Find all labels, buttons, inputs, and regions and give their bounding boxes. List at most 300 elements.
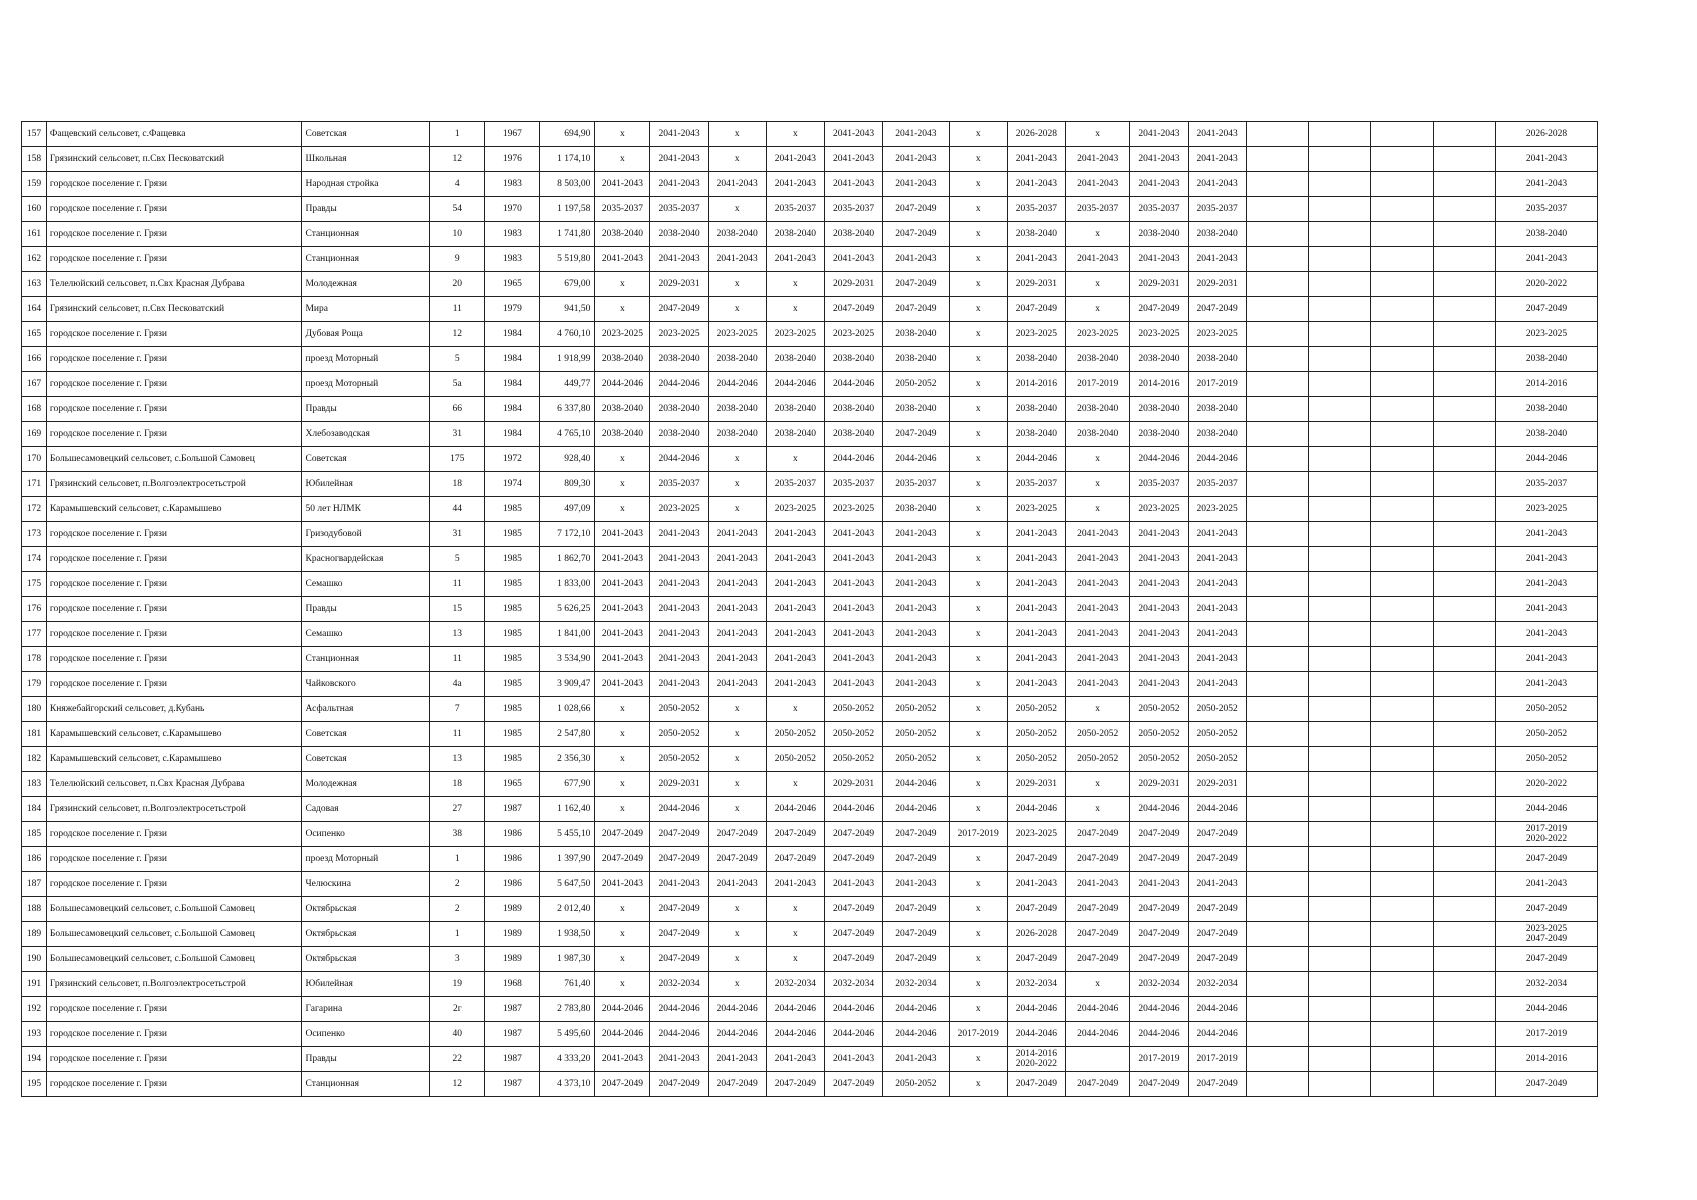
cell-period-col-3: 2041-2043 (708, 522, 766, 547)
cell-period-col-6: 2038-2040 (883, 497, 949, 522)
cell-period-col-1: 2041-2043 (595, 597, 650, 622)
cell-period-col-11: 2047-2049 (1188, 1072, 1246, 1097)
cell-period-col-1: 2041-2043 (595, 622, 650, 647)
table-row (22, 447, 1598, 472)
cell-empty-col-2 (1309, 747, 1371, 772)
cell-house-number: 3 (430, 947, 485, 972)
cell-build-year: 1987 (485, 997, 540, 1022)
cell-period-col-7: x (949, 172, 1007, 197)
cell-period-col-9: x (1065, 122, 1129, 147)
cell-period-col-5: 2041-2043 (824, 647, 882, 672)
cell-period-col-11: 2047-2049 (1188, 847, 1246, 872)
cell-empty-col-4 (1433, 797, 1495, 822)
cell-period-col-9: x (1065, 772, 1129, 797)
cell-build-year: 1976 (485, 147, 540, 172)
cell-period-col-1: x (595, 147, 650, 172)
cell-final-period: 2041-2043 (1496, 672, 1598, 697)
cell-period-col-5: 2047-2049 (824, 822, 882, 847)
cell-area: 1 028,66 (540, 697, 595, 722)
cell-row-number: 190 (22, 947, 47, 972)
cell-final-period: 2044-2046 (1496, 447, 1598, 472)
cell-period-col-11: 2050-2052 (1188, 722, 1246, 747)
cell-build-year: 1984 (485, 347, 540, 372)
table-row (22, 322, 1598, 347)
cell-final-period: 2032-2034 (1496, 972, 1598, 997)
cell-street: Асфальтная (302, 697, 430, 722)
cell-row-number: 170 (22, 447, 47, 472)
cell-period-col-5: 2035-2037 (824, 472, 882, 497)
cell-period-col-6: 2041-2043 (883, 122, 949, 147)
cell-empty-col-4 (1433, 372, 1495, 397)
cell-period-col-5: 2041-2043 (824, 122, 882, 147)
cell-period-col-2: 2041-2043 (650, 122, 708, 147)
cell-street: Осипенко (302, 822, 430, 847)
cell-period-col-3: 2047-2049 (708, 822, 766, 847)
cell-empty-col-4 (1433, 172, 1495, 197)
cell-street: Советская (302, 722, 430, 747)
cell-empty-col-1 (1246, 622, 1308, 647)
cell-period-col-10: 2044-2046 (1130, 447, 1188, 472)
cell-street: 50 лет НЛМК (302, 497, 430, 522)
cell-build-year: 1985 (485, 647, 540, 672)
cell-period-col-4: 2041-2043 (766, 522, 824, 547)
cell-period-col-3: x (708, 947, 766, 972)
cell-street: Садовая (302, 797, 430, 822)
cell-street: Станционная (302, 222, 430, 247)
cell-period-col-11: 2044-2046 (1188, 1022, 1246, 1047)
cell-area: 1 397,90 (540, 847, 595, 872)
cell-period-col-2: 2041-2043 (650, 597, 708, 622)
cell-period-col-7: x (949, 597, 1007, 622)
cell-period-col-11: 2041-2043 (1188, 872, 1246, 897)
cell-period-col-11: 2017-2019 (1188, 1047, 1246, 1072)
cell-row-number: 184 (22, 797, 47, 822)
cell-period-col-6: 2047-2049 (883, 297, 949, 322)
cell-empty-col-3 (1371, 422, 1433, 447)
cell-period-col-9 (1065, 1047, 1129, 1072)
cell-period-col-11: 2041-2043 (1188, 122, 1246, 147)
table-row (22, 772, 1598, 797)
cell-empty-col-3 (1371, 672, 1433, 697)
table-row (22, 397, 1598, 422)
cell-municipality: городское поселение г. Грязи (46, 347, 302, 372)
cell-period-col-11: 2035-2037 (1188, 197, 1246, 222)
cell-municipality: Телелюйский сельсовет, п.Свх Красная Дубрава (46, 272, 302, 297)
cell-period-col-2: 2038-2040 (650, 347, 708, 372)
cell-period-col-3: x (708, 147, 766, 172)
cell-period-col-1: 2041-2043 (595, 672, 650, 697)
cell-build-year: 1974 (485, 472, 540, 497)
cell-period-col-6: 2044-2046 (883, 447, 949, 472)
cell-period-col-7: x (949, 347, 1007, 372)
cell-empty-col-1 (1246, 172, 1308, 197)
cell-period-col-11: 2041-2043 (1188, 522, 1246, 547)
cell-area: 3 534,90 (540, 647, 595, 672)
cell-empty-col-1 (1246, 197, 1308, 222)
cell-empty-col-1 (1246, 597, 1308, 622)
cell-period-col-10: 2047-2049 (1130, 947, 1188, 972)
cell-period-col-1: 2047-2049 (595, 847, 650, 872)
cell-period-col-1: 2044-2046 (595, 997, 650, 1022)
cell-empty-col-4 (1433, 522, 1495, 547)
cell-empty-col-2 (1309, 947, 1371, 972)
cell-empty-col-1 (1246, 697, 1308, 722)
table-row (22, 672, 1598, 697)
cell-final-period: 2026-2028 (1496, 122, 1598, 147)
cell-period-col-3: 2038-2040 (708, 222, 766, 247)
cell-empty-col-4 (1433, 997, 1495, 1022)
cell-final-period: 2041-2043 (1496, 572, 1598, 597)
cell-period-col-5: 2044-2046 (824, 1022, 882, 1047)
cell-period-col-7: x (949, 697, 1007, 722)
cell-period-col-3: 2041-2043 (708, 647, 766, 672)
cell-row-number: 192 (22, 997, 47, 1022)
cell-period-col-3: x (708, 497, 766, 522)
cell-empty-col-2 (1309, 622, 1371, 647)
cell-period-col-7: x (949, 247, 1007, 272)
cell-period-col-7: x (949, 447, 1007, 472)
cell-row-number: 168 (22, 397, 47, 422)
cell-empty-col-4 (1433, 322, 1495, 347)
cell-row-number: 179 (22, 672, 47, 697)
cell-period-col-6: 2050-2052 (883, 1072, 949, 1097)
cell-municipality: городское поселение г. Грязи (46, 222, 302, 247)
cell-build-year: 1983 (485, 247, 540, 272)
cell-period-col-10: 2038-2040 (1130, 222, 1188, 247)
cell-period-col-8: 2041-2043 (1007, 872, 1065, 897)
cell-empty-col-1 (1246, 347, 1308, 372)
cell-period-col-11: 2041-2043 (1188, 672, 1246, 697)
table-row (22, 722, 1598, 747)
cell-period-col-9: 2041-2043 (1065, 547, 1129, 572)
cell-period-col-1: x (595, 922, 650, 947)
cell-period-col-2: 2041-2043 (650, 672, 708, 697)
cell-municipality: городское поселение г. Грязи (46, 372, 302, 397)
cell-empty-col-2 (1309, 297, 1371, 322)
cell-street: Правды (302, 197, 430, 222)
cell-period-col-1: 2041-2043 (595, 572, 650, 597)
cell-empty-col-2 (1309, 447, 1371, 472)
cell-empty-col-4 (1433, 272, 1495, 297)
table-row (22, 1047, 1598, 1072)
cell-period-col-8: 2047-2049 (1007, 897, 1065, 922)
cell-build-year: 1972 (485, 447, 540, 472)
cell-period-col-8: 2032-2034 (1007, 972, 1065, 997)
table-row (22, 272, 1598, 297)
cell-period-col-6: 2047-2049 (883, 897, 949, 922)
cell-period-col-3: x (708, 772, 766, 797)
cell-period-col-7: x (949, 497, 1007, 522)
cell-street: Молодежная (302, 772, 430, 797)
cell-empty-col-1 (1246, 722, 1308, 747)
cell-area: 5 647,50 (540, 872, 595, 897)
cell-period-col-4: 2035-2037 (766, 472, 824, 497)
cell-period-col-2: 2038-2040 (650, 397, 708, 422)
cell-period-col-3: 2041-2043 (708, 547, 766, 572)
cell-empty-col-4 (1433, 347, 1495, 372)
cell-final-period: 2044-2046 (1496, 797, 1598, 822)
cell-empty-col-3 (1371, 822, 1433, 847)
cell-street: Октябрьская (302, 897, 430, 922)
cell-period-col-6: 2044-2046 (883, 772, 949, 797)
cell-period-col-7: x (949, 297, 1007, 322)
cell-street: Челюскина (302, 872, 430, 897)
cell-period-col-9: x (1065, 222, 1129, 247)
cell-period-col-9: 2047-2049 (1065, 847, 1129, 872)
cell-period-col-2: 2041-2043 (650, 172, 708, 197)
cell-period-col-4: 2035-2037 (766, 197, 824, 222)
cell-period-col-7: x (949, 372, 1007, 397)
cell-area: 4 760,10 (540, 322, 595, 347)
cell-period-col-5: 2041-2043 (824, 147, 882, 172)
cell-build-year: 1985 (485, 747, 540, 772)
cell-empty-col-4 (1433, 822, 1495, 847)
cell-period-col-5: 2041-2043 (824, 572, 882, 597)
cell-period-col-10: 2029-2031 (1130, 272, 1188, 297)
cell-period-col-9: 2050-2052 (1065, 722, 1129, 747)
cell-period-col-7: x (949, 147, 1007, 172)
cell-period-col-10: 2047-2049 (1130, 297, 1188, 322)
cell-empty-col-2 (1309, 172, 1371, 197)
cell-period-col-2: 2035-2037 (650, 197, 708, 222)
cell-build-year: 1984 (485, 322, 540, 347)
cell-period-col-5: 2029-2031 (824, 772, 882, 797)
cell-build-year: 1987 (485, 1047, 540, 1072)
cell-house-number: 1 (430, 122, 485, 147)
cell-period-col-9: 2050-2052 (1065, 747, 1129, 772)
cell-empty-col-3 (1371, 722, 1433, 747)
cell-period-col-3: 2041-2043 (708, 572, 766, 597)
cell-house-number: 13 (430, 747, 485, 772)
cell-street: Семашко (302, 572, 430, 597)
cell-area: 2 783,80 (540, 997, 595, 1022)
table-row (22, 147, 1598, 172)
cell-build-year: 1985 (485, 722, 540, 747)
cell-period-col-6: 2035-2037 (883, 472, 949, 497)
cell-municipality: Большесамовецкий сельсовет, с.Большой Самовец (46, 922, 302, 947)
cell-house-number: 19 (430, 972, 485, 997)
cell-period-col-11: 2041-2043 (1188, 572, 1246, 597)
cell-street: Красногвардейская (302, 547, 430, 572)
cell-empty-col-2 (1309, 397, 1371, 422)
table-row (22, 422, 1598, 447)
cell-empty-col-4 (1433, 947, 1495, 972)
cell-final-period: 2017-2019 (1496, 1022, 1598, 1047)
cell-period-col-9: 2047-2049 (1065, 822, 1129, 847)
cell-area: 8 503,00 (540, 172, 595, 197)
cell-row-number: 195 (22, 1072, 47, 1097)
cell-period-col-9: 2044-2046 (1065, 1022, 1129, 1047)
cell-period-col-6: 2041-2043 (883, 1047, 949, 1072)
cell-house-number: 12 (430, 147, 485, 172)
cell-period-col-8: 2041-2043 (1007, 247, 1065, 272)
cell-period-col-10: 2044-2046 (1130, 997, 1188, 1022)
table-row (22, 947, 1598, 972)
cell-empty-col-2 (1309, 822, 1371, 847)
cell-build-year: 1985 (485, 497, 540, 522)
cell-house-number: 7 (430, 697, 485, 722)
cell-period-col-1: 2041-2043 (595, 172, 650, 197)
cell-period-col-11: 2029-2031 (1188, 772, 1246, 797)
cell-period-col-9: 2041-2043 (1065, 647, 1129, 672)
table-row (22, 797, 1598, 822)
cell-period-col-4: 2041-2043 (766, 572, 824, 597)
cell-build-year: 1965 (485, 772, 540, 797)
cell-municipality: Большесамовецкий сельсовет, с.Большой Самовец (46, 447, 302, 472)
cell-street: Станционная (302, 1072, 430, 1097)
cell-area: 809,30 (540, 472, 595, 497)
cell-period-col-4: 2050-2052 (766, 747, 824, 772)
cell-period-col-10: 2041-2043 (1130, 122, 1188, 147)
cell-period-col-7: x (949, 322, 1007, 347)
cell-period-col-8: 2026-2028 (1007, 922, 1065, 947)
cell-period-col-3: x (708, 897, 766, 922)
cell-empty-col-4 (1433, 872, 1495, 897)
cell-final-period: 2041-2043 (1496, 147, 1598, 172)
cell-municipality: Большесамовецкий сельсовет, с.Большой Самовец (46, 947, 302, 972)
cell-period-col-4: 2041-2043 (766, 1047, 824, 1072)
cell-period-col-8: 2044-2046 (1007, 797, 1065, 822)
cell-build-year: 1987 (485, 797, 540, 822)
cell-empty-col-3 (1371, 322, 1433, 347)
table-row (22, 647, 1598, 672)
cell-period-col-10: 2047-2049 (1130, 847, 1188, 872)
cell-empty-col-4 (1433, 697, 1495, 722)
cell-period-col-8: 2041-2043 (1007, 547, 1065, 572)
cell-period-col-9: 2041-2043 (1065, 597, 1129, 622)
cell-period-col-6: 2041-2043 (883, 172, 949, 197)
cell-house-number: 11 (430, 647, 485, 672)
cell-street: Советская (302, 747, 430, 772)
cell-build-year: 1979 (485, 297, 540, 322)
cell-empty-col-2 (1309, 722, 1371, 747)
cell-period-col-7: x (949, 547, 1007, 572)
cell-period-col-9: 2038-2040 (1065, 347, 1129, 372)
cell-period-col-11: 2035-2037 (1188, 472, 1246, 497)
cell-empty-col-4 (1433, 422, 1495, 447)
cell-street: проезд Моторный (302, 347, 430, 372)
cell-empty-col-1 (1246, 122, 1308, 147)
cell-final-period: 2041-2043 (1496, 597, 1598, 622)
cell-period-col-8: 2047-2049 (1007, 297, 1065, 322)
cell-area: 1 862,70 (540, 547, 595, 572)
cell-period-col-3: x (708, 447, 766, 472)
cell-final-period: 2047-2049 (1496, 947, 1598, 972)
cell-build-year: 1968 (485, 972, 540, 997)
cell-empty-col-2 (1309, 972, 1371, 997)
cell-period-col-2: 2038-2040 (650, 222, 708, 247)
cell-empty-col-2 (1309, 347, 1371, 372)
cell-period-col-4: 2038-2040 (766, 222, 824, 247)
cell-period-col-2: 2041-2043 (650, 522, 708, 547)
table-row (22, 347, 1598, 372)
cell-row-number: 188 (22, 897, 47, 922)
cell-empty-col-1 (1246, 572, 1308, 597)
cell-period-col-11: 2017-2019 (1188, 372, 1246, 397)
cell-period-col-10: 2041-2043 (1130, 872, 1188, 897)
cell-empty-col-3 (1371, 197, 1433, 222)
cell-area: 5 626,25 (540, 597, 595, 622)
cell-house-number: 22 (430, 1047, 485, 1072)
cell-street: Мира (302, 297, 430, 322)
cell-build-year: 1983 (485, 172, 540, 197)
cell-municipality: городское поселение г. Грязи (46, 397, 302, 422)
cell-period-col-5: 2041-2043 (824, 872, 882, 897)
cell-empty-col-3 (1371, 922, 1433, 947)
cell-empty-col-1 (1246, 647, 1308, 672)
cell-street: проезд Моторный (302, 372, 430, 397)
cell-period-col-11: 2023-2025 (1188, 322, 1246, 347)
cell-empty-col-3 (1371, 497, 1433, 522)
cell-period-col-3: x (708, 722, 766, 747)
cell-street: Дубовая Роща (302, 322, 430, 347)
cell-period-col-3: 2038-2040 (708, 397, 766, 422)
cell-municipality: Карамышевский сельсовет, с.Карамышево (46, 722, 302, 747)
cell-period-col-7: 2017-2019 (949, 1022, 1007, 1047)
cell-period-col-4: x (766, 122, 824, 147)
cell-period-col-5: 2041-2043 (824, 622, 882, 647)
cell-final-period: 2047-2049 (1496, 297, 1598, 322)
cell-period-col-7: x (949, 572, 1007, 597)
housing-repair-schedule-table (21, 121, 1598, 1097)
cell-empty-col-2 (1309, 872, 1371, 897)
cell-period-col-4: 2047-2049 (766, 847, 824, 872)
cell-area: 1 833,00 (540, 572, 595, 597)
cell-empty-col-2 (1309, 522, 1371, 547)
cell-period-col-11: 2038-2040 (1188, 422, 1246, 447)
cell-house-number: 1 (430, 847, 485, 872)
cell-period-col-5: 2041-2043 (824, 172, 882, 197)
cell-build-year: 1984 (485, 372, 540, 397)
table-row (22, 972, 1598, 997)
cell-final-period: 2050-2052 (1496, 722, 1598, 747)
cell-row-number: 169 (22, 422, 47, 447)
cell-period-col-1: x (595, 697, 650, 722)
cell-period-col-6: 2041-2043 (883, 872, 949, 897)
cell-empty-col-4 (1433, 222, 1495, 247)
cell-final-period: 2041-2043 (1496, 547, 1598, 572)
cell-house-number: 11 (430, 722, 485, 747)
cell-period-col-6: 2041-2043 (883, 572, 949, 597)
cell-period-col-4: 2023-2025 (766, 322, 824, 347)
cell-empty-col-2 (1309, 922, 1371, 947)
cell-period-col-10: 2041-2043 (1130, 147, 1188, 172)
cell-municipality: городское поселение г. Грязи (46, 997, 302, 1022)
cell-period-col-3: 2023-2025 (708, 322, 766, 347)
cell-period-col-7: x (949, 797, 1007, 822)
cell-area: 694,90 (540, 122, 595, 147)
cell-empty-col-4 (1433, 247, 1495, 272)
cell-period-col-4: 2041-2043 (766, 672, 824, 697)
cell-row-number: 166 (22, 347, 47, 372)
cell-period-col-3: x (708, 797, 766, 822)
cell-municipality: Карамышевский сельсовет, с.Карамышево (46, 497, 302, 522)
cell-period-col-11: 2041-2043 (1188, 647, 1246, 672)
cell-period-col-5: 2050-2052 (824, 722, 882, 747)
cell-period-col-2: 2047-2049 (650, 1072, 708, 1097)
cell-empty-col-1 (1246, 897, 1308, 922)
cell-house-number: 4а (430, 672, 485, 697)
cell-street: Семашко (302, 622, 430, 647)
cell-municipality: Грязинский сельсовет, п.Волгоэлектросетьстрой (46, 972, 302, 997)
cell-period-col-6: 2038-2040 (883, 397, 949, 422)
cell-period-col-11: 2050-2052 (1188, 697, 1246, 722)
cell-period-col-2: 2050-2052 (650, 747, 708, 772)
cell-area: 4 373,10 (540, 1072, 595, 1097)
cell-period-col-10: 2038-2040 (1130, 397, 1188, 422)
cell-street: Гризодубовой (302, 522, 430, 547)
cell-final-period: 2041-2043 (1496, 647, 1598, 672)
